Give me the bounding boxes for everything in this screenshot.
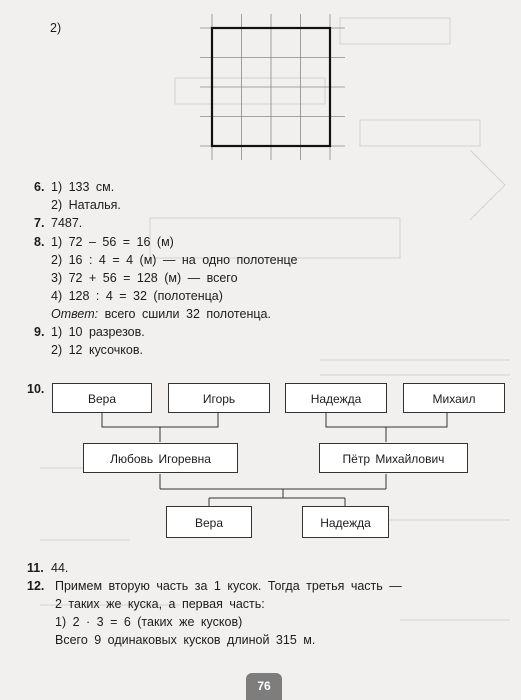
ex9-line-1: 1) 10 разрезов.: [51, 325, 145, 339]
ex12-line-1: Примем вторую часть за 1 кусок. Тогда третья часть —: [55, 579, 402, 593]
box-lyubov-igorevna: Любовь Игоревна: [83, 443, 238, 473]
box-vera-bottom: Вера: [166, 506, 252, 538]
ex8-number: 8.: [34, 235, 45, 249]
box-igor: Игорь: [168, 383, 270, 413]
ex12-line-3: 1) 2 · 3 = 6 (таких же кусков): [55, 615, 243, 629]
box-nadezhda-bottom: Надежда: [302, 506, 389, 538]
ex6-line-2: 2) Наталья.: [51, 198, 121, 212]
box-petr-mikhailovich: Пётр Михайлович: [319, 443, 468, 473]
ex8-answer-text: всего сшили 32 полотенца.: [98, 307, 271, 321]
ex8-line-3: 3) 72 + 56 = 128 (м) — всего: [51, 271, 238, 285]
ex9-number: 9.: [34, 325, 45, 339]
ex11-number: 11.: [27, 561, 44, 575]
ex7-answer: 7487.: [51, 216, 83, 230]
ex11-answer: 44.: [51, 561, 69, 575]
ex6-line-1: 1) 133 см.: [51, 180, 115, 194]
ex9-line-2: 2) 12 кусочков.: [51, 343, 143, 357]
ex8-answer-label: Ответ:: [51, 307, 99, 321]
ex6-number: 6.: [34, 180, 45, 194]
ex8-line-2: 2) 16 : 4 = 4 (м) — на одно полотенце: [51, 253, 298, 267]
ex12-line-2: 2 таких же куска, а первая часть:: [55, 597, 265, 611]
box-vera-top: Вера: [52, 383, 152, 413]
box-nadezhda-top: Надежда: [285, 383, 387, 413]
ex10-number: 10.: [27, 382, 45, 396]
ex12-line-4: Всего 9 одинаковых кусков длиной 315 м.: [55, 633, 316, 647]
ex5-sub2-label: 2): [50, 21, 62, 35]
ex8-line-1: 1) 72 – 56 = 16 (м): [51, 235, 174, 249]
box-mikhail: Михаил: [403, 383, 505, 413]
ex8-line-4: 4) 128 : 4 = 32 (полотенца): [51, 289, 223, 303]
ex12-number: 12.: [27, 579, 45, 593]
page-number: 76: [246, 673, 282, 700]
ex7-number: 7.: [34, 216, 45, 230]
